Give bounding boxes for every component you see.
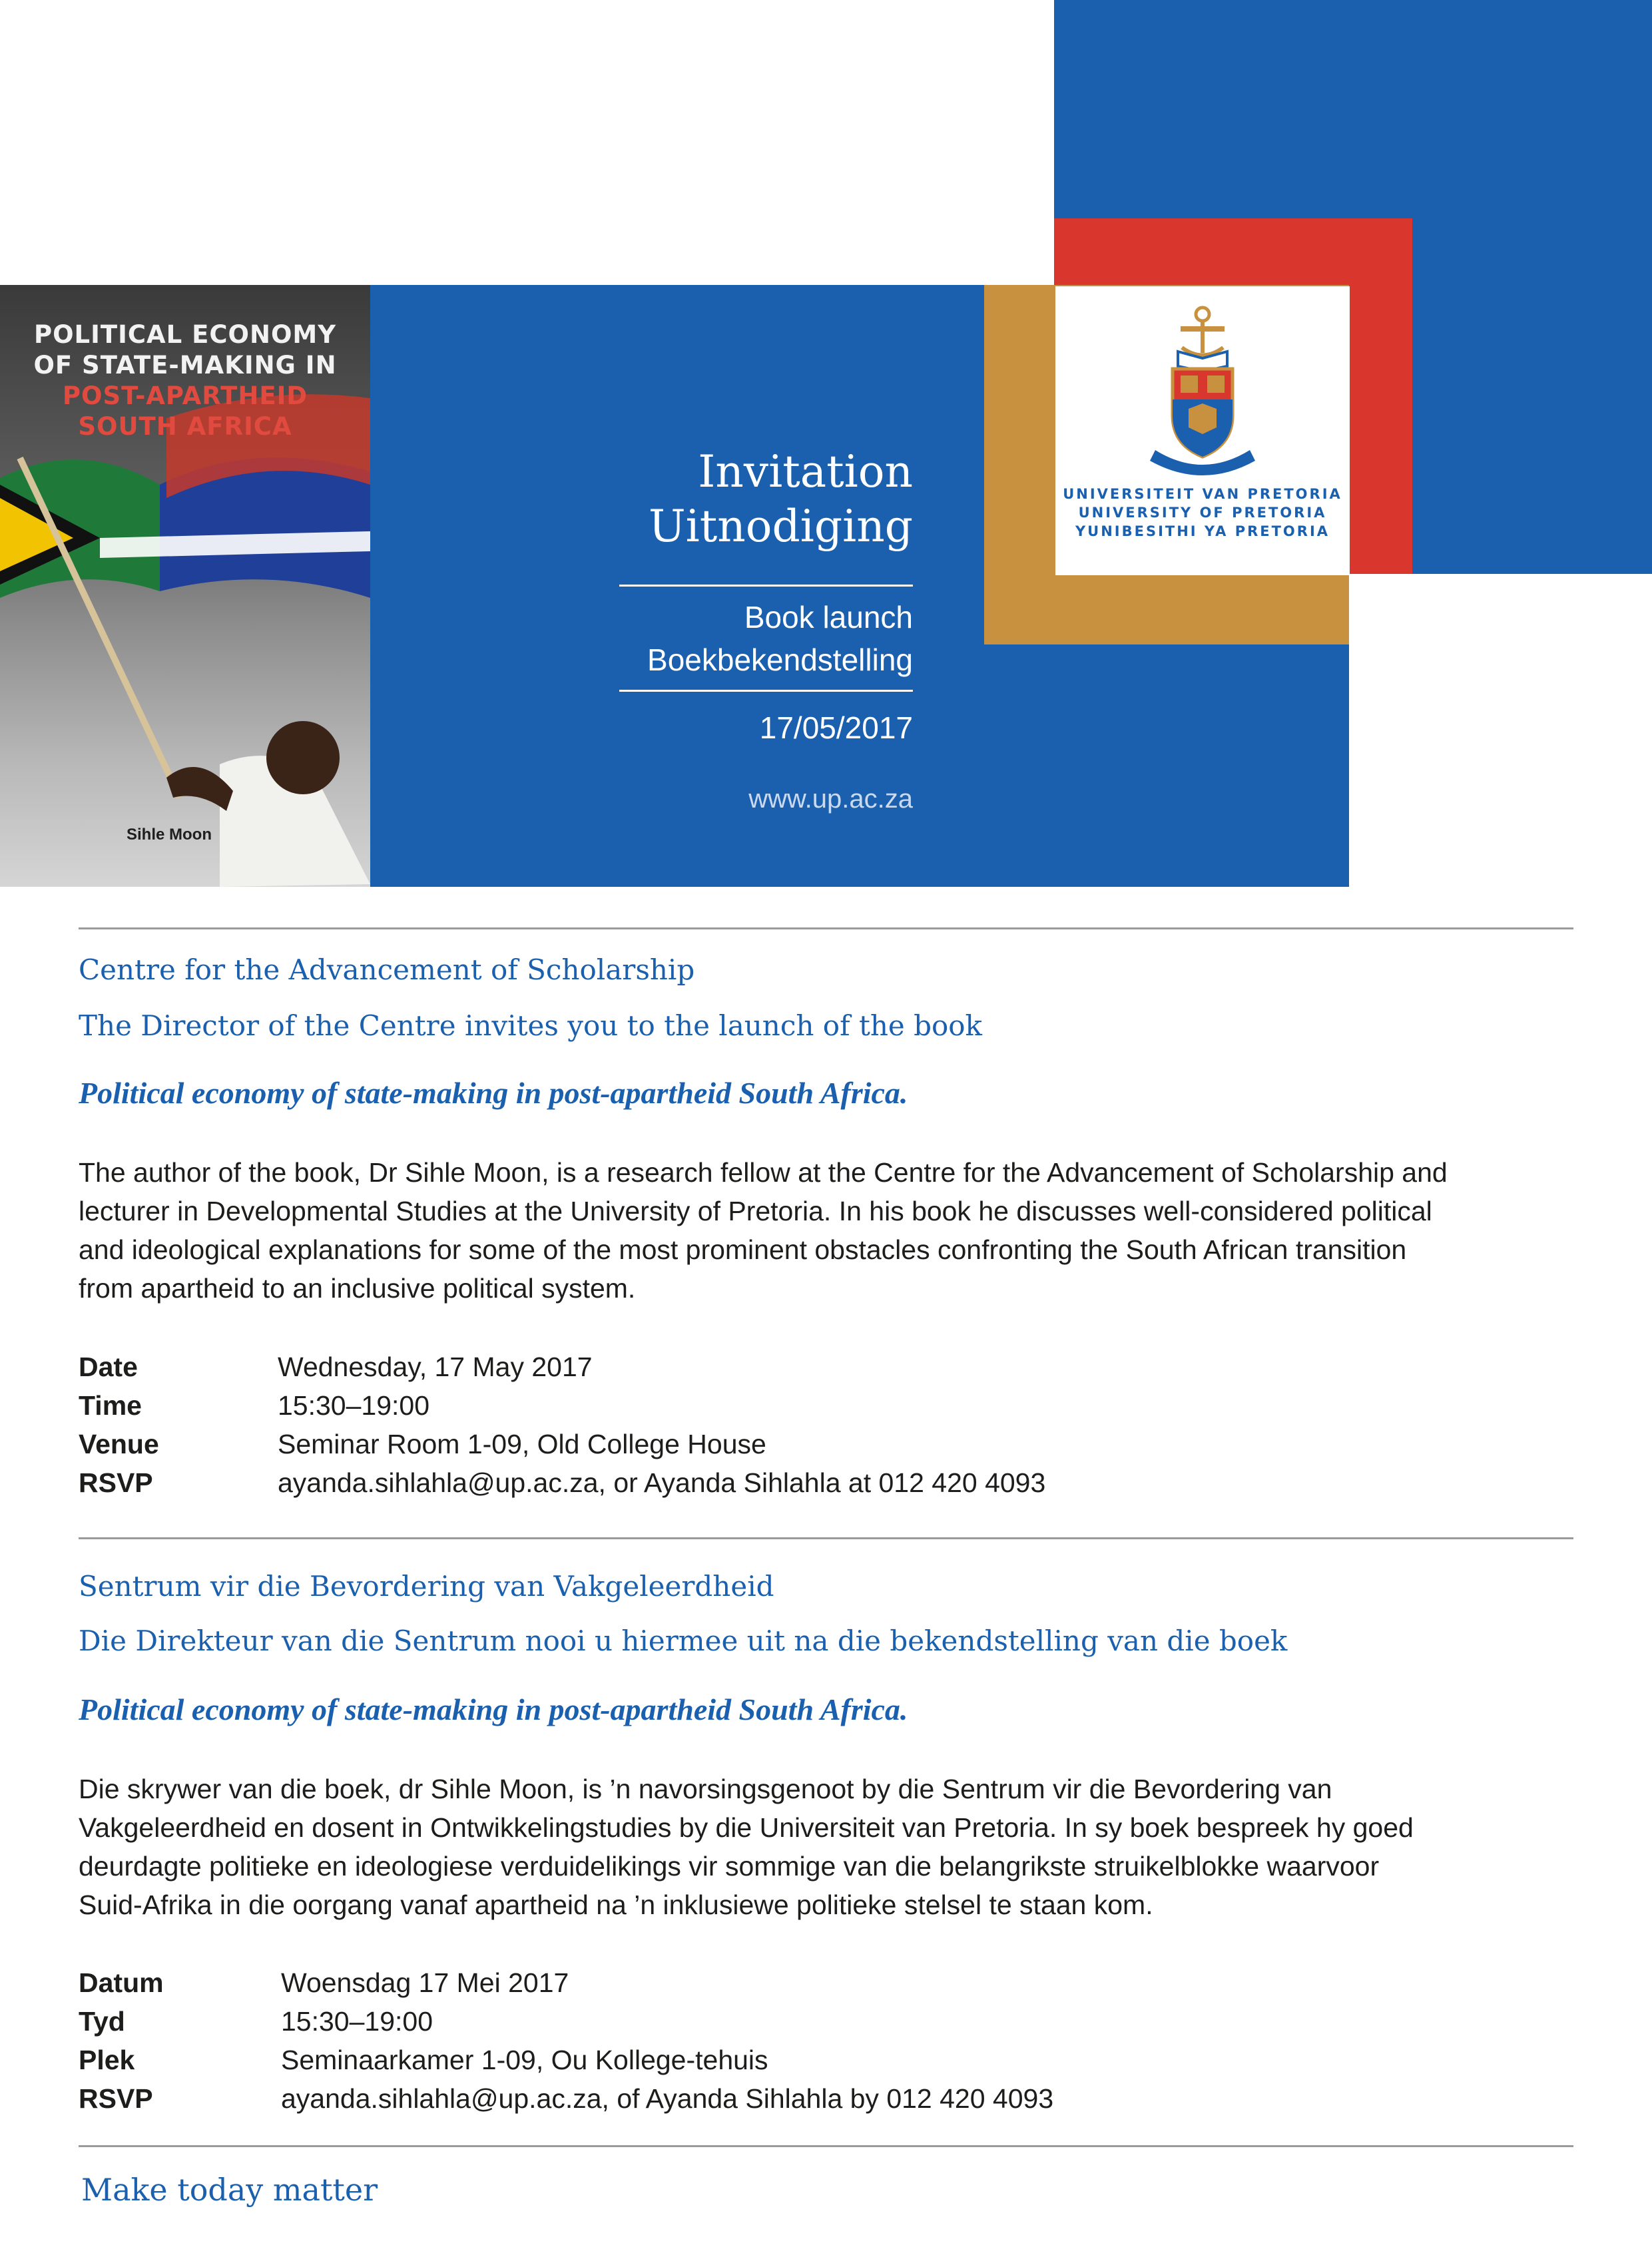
event-date: 17/05/2017	[759, 710, 913, 745]
detail-value-plek: Seminaarkamer 1-09, Ou Kollege-tehuis	[281, 2045, 768, 2075]
university-name-tn: YUNIBESITHI YA PRETORIA	[1075, 523, 1330, 539]
author-paragraph-af	[79, 1770, 1577, 1924]
book-title-en: Political economy of state-making in post-apartheid South Africa.	[79, 1076, 908, 1110]
invitation-title-af: Uitnodiging	[649, 501, 913, 552]
book-cover-image	[0, 285, 370, 887]
detail-value-venue: Seminar Room 1-09, Old College House	[278, 1429, 766, 1459]
book-title-af: Political economy of state-making in post-apartheid South Africa.	[79, 1692, 908, 1726]
centre-name-af: Sentrum vir die Bevordering van Vakgeleerdheid	[79, 1570, 774, 1603]
university-name-en: UNIVERSITY OF PRETORIA	[1078, 505, 1327, 521]
detail-label-venue: Venue	[79, 1429, 159, 1459]
detail-label-rsvp-af: RSVP	[79, 2083, 153, 2114]
cover-title-line-1: POLITICAL ECONOMY	[33, 320, 337, 349]
detail-label-plek: Plek	[79, 2045, 135, 2075]
cover-title-line-4: SOUTH AFRICA	[78, 412, 292, 441]
header-divider-1	[619, 585, 913, 587]
detail-label-rsvp: RSVP	[79, 1467, 153, 1498]
footer-tagline: Make today matter	[81, 2172, 378, 2208]
detail-value-tyd: 15:30–19:00	[281, 2006, 433, 2037]
centre-name-en: Centre for the Advancement of Scholarship	[79, 953, 695, 986]
university-name-af: UNIVERSITEIT VAN PRETORIA	[1063, 486, 1342, 502]
paragraph-line: Vakgeleerdheid en dosent in Ontwikkelingstudies by die Universiteit van Pretoria. In sy boek bespreek hy goed	[79, 1812, 1414, 1843]
detail-value-rsvp[interactable]: ayanda.sihlahla@up.ac.za, or Ayanda Sihlahla at 012 420 4093	[278, 1467, 1046, 1498]
cover-title-line-3: POST-APARTHEID	[62, 381, 308, 410]
event-type-en: Book launch	[744, 600, 913, 634]
detail-label-datum: Datum	[79, 1967, 164, 1998]
detail-label-date: Date	[79, 1352, 138, 1382]
paragraph-line: deurdagte politieke en ideologiese verduidelikings vir sommige van die belangrikste struikelblokke waarvoor	[79, 1851, 1380, 1882]
detail-value-date: Wednesday, 17 May 2017	[278, 1352, 593, 1382]
book-cover-author: Sihle Moon	[127, 826, 212, 844]
section-divider-2	[79, 1537, 1573, 1539]
author-paragraph-en	[79, 1153, 1577, 1308]
footer-divider	[79, 2145, 1573, 2147]
detail-label-tyd: Tyd	[79, 2006, 125, 2037]
detail-value-datum: Woensdag 17 Mei 2017	[281, 1967, 569, 1998]
detail-label-time: Time	[79, 1390, 142, 1421]
paragraph-line: Die skrywer van die boek, dr Sihle Moon, is ’n navorsingsgenoot by die Sentrum vir die Bevordering van	[79, 1774, 1332, 1804]
detail-value-rsvp-af[interactable]: ayanda.sihlahla@up.ac.za, of Ayanda Sihlahla by 012 420 4093	[281, 2083, 1054, 2114]
section-divider-1	[79, 927, 1573, 929]
website-link[interactable]: www.up.ac.za	[748, 784, 913, 814]
detail-value-time: 15:30–19:00	[278, 1390, 430, 1421]
paragraph-line: Suid-Afrika in die oorgang vanaf apartheid na ’n inklusiewe politieke stelsel te staan kom.	[79, 1889, 1153, 1920]
book-cover-title	[0, 320, 370, 442]
university-name	[1055, 485, 1350, 541]
cover-title-line-2: OF STATE-MAKING IN	[33, 351, 337, 379]
header-divider-2	[619, 690, 913, 692]
invite-line-af: Die Direkteur van die Sentrum nooi u hiermee uit na die bekendstelling van die boek	[79, 1625, 1288, 1657]
event-type-af: Boekbekendstelling	[647, 642, 913, 677]
paragraph-line: from apartheid to an inclusive political system.	[79, 1273, 636, 1304]
paragraph-line: and ideological explanations for some of the most prominent obstacles confronting the South African transition	[79, 1234, 1407, 1265]
invite-line-en: The Director of the Centre invites you to the launch of the book	[79, 1009, 983, 1042]
paragraph-line: lecturer in Developmental Studies at the University of Pretoria. In his book he discusses well-considered political	[79, 1196, 1432, 1226]
paragraph-line: The author of the book, Dr Sihle Moon, is a research fellow at the Centre for the Advancement of Scholarship and	[79, 1157, 1448, 1188]
invitation-title-en: Invitation	[698, 446, 913, 497]
